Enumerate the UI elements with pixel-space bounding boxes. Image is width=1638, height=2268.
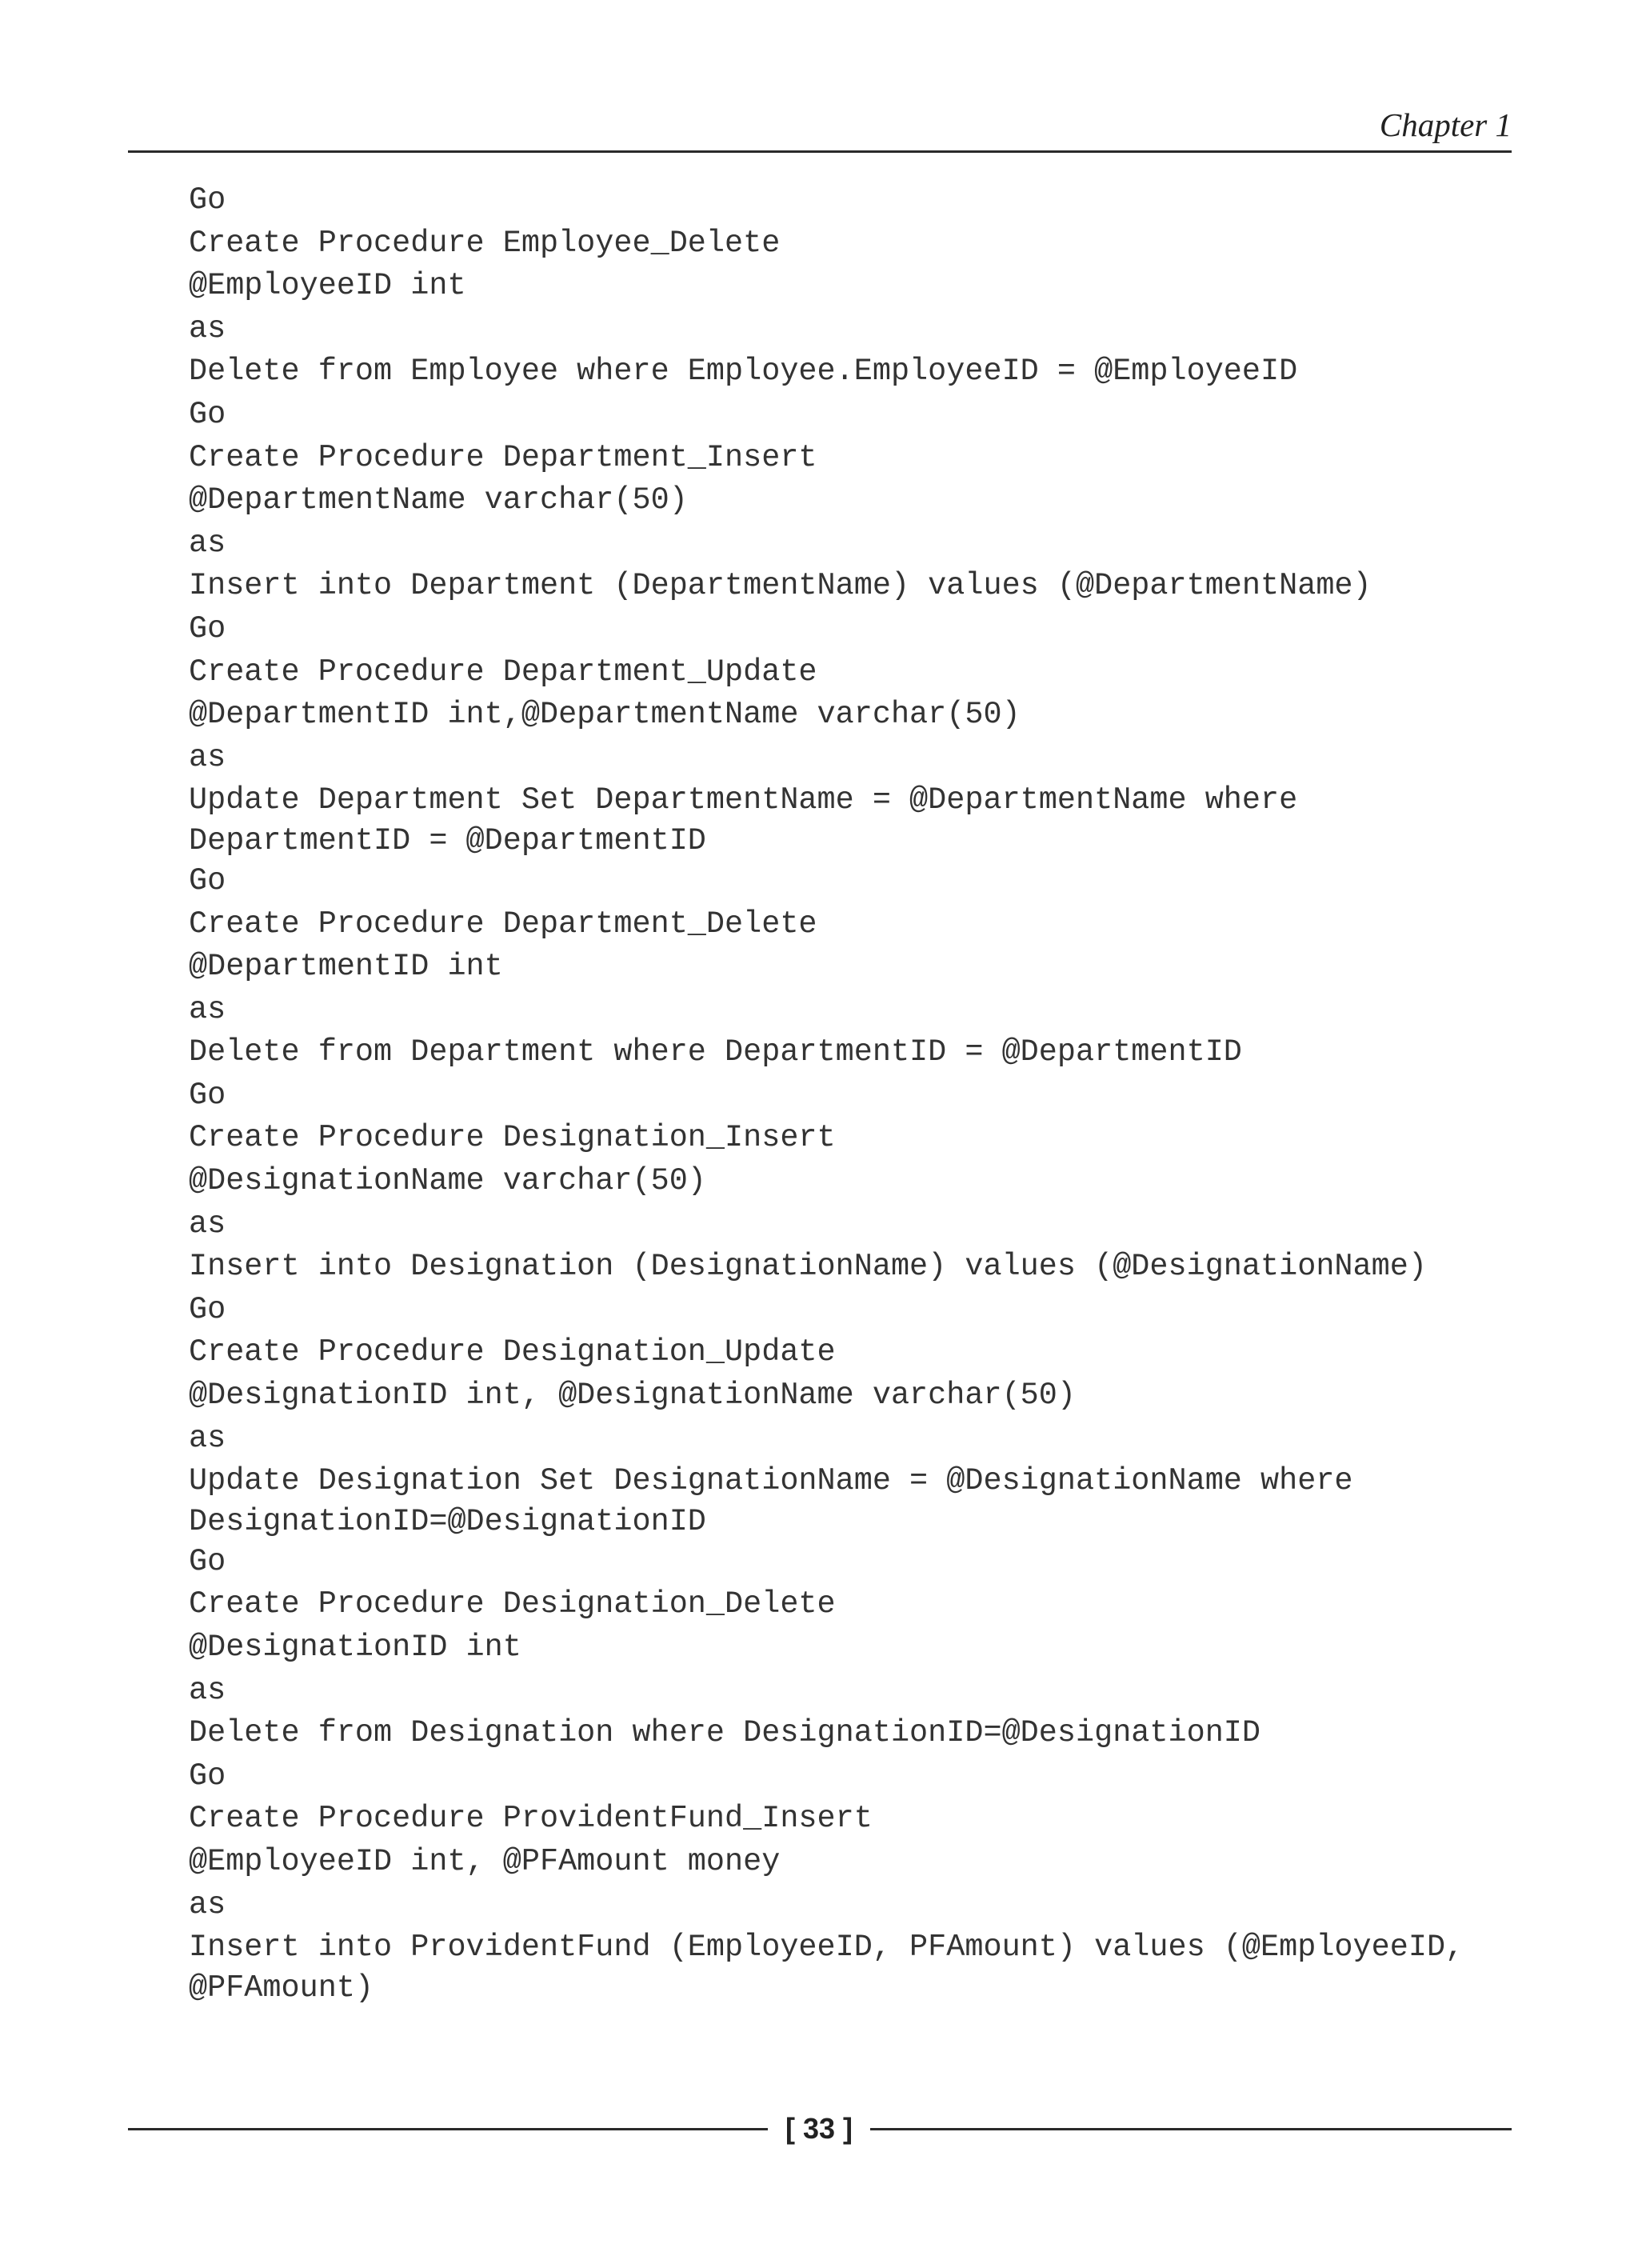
code-line: Create Procedure Department_Update (189, 654, 817, 690)
footer-rule-right (870, 2128, 1512, 2130)
code-line: Insert into ProvidentFund (EmployeeID, PFAmount) values (@EmployeeID, (189, 1930, 1464, 1966)
code-listing (189, 179, 1564, 2007)
code-line: @DepartmentID int (189, 949, 503, 985)
code-line: @EmployeeID int (189, 268, 466, 304)
code-line: Delete from Designation where DesignationID=@DesignationID (189, 1715, 1261, 1751)
code-line: @DepartmentID int,@DepartmentName varchar(50) (189, 697, 1021, 733)
code-line: as (189, 1886, 226, 1922)
code-line: as (189, 739, 226, 775)
code-line: as (189, 310, 226, 346)
code-line: as (189, 1672, 226, 1708)
footer-rule-left (128, 2128, 768, 2130)
code-line: as (189, 991, 226, 1027)
code-line: Create Procedure ProvidentFund_Insert (189, 1801, 873, 1837)
page-footer (128, 2109, 1512, 2149)
code-line: Insert into Department (DepartmentName) values (@DepartmentName) (189, 568, 1372, 604)
code-line: as (189, 1420, 226, 1456)
code-line: @DepartmentName varchar(50) (189, 482, 688, 518)
code-line: Create Procedure Designation_Insert (189, 1120, 836, 1156)
code-line: Create Procedure Department_Delete (189, 906, 817, 942)
code-line: Go (189, 610, 226, 646)
code-line: as (189, 525, 226, 561)
code-line: Create Procedure Designation_Delete (189, 1586, 836, 1622)
code-line: DepartmentID = @DepartmentID (189, 822, 706, 858)
code-line: Go (189, 1077, 226, 1113)
code-line: Create Procedure Employee_Delete (189, 225, 781, 261)
code-line: Go (189, 1543, 226, 1579)
code-line: Delete from Employee where Employee.EmployeeID = @EmployeeID (189, 354, 1298, 390)
code-line: Go (189, 862, 226, 898)
header-rule (128, 150, 1512, 153)
code-line: @DesignationName varchar(50) (189, 1163, 706, 1199)
code-line: Create Procedure Designation_Update (189, 1334, 836, 1370)
code-line: Update Department Set DepartmentName = @DepartmentName where (189, 782, 1298, 818)
code-line: DesignationID=@DesignationID (189, 1503, 706, 1539)
code-line: @DesignationID int (189, 1630, 521, 1665)
code-line: Go (189, 1291, 226, 1327)
code-line: Delete from Department where DepartmentID = @DepartmentID (189, 1034, 1242, 1070)
code-line: as (189, 1206, 226, 1242)
code-line: Update Designation Set DesignationName = @DesignationName where (189, 1463, 1353, 1499)
code-line: Go (189, 182, 226, 218)
code-line: @PFAmount) (189, 1970, 374, 2006)
code-line: Insert into Designation (DesignationName) values (@DesignationName) (189, 1249, 1427, 1285)
code-line: @DesignationID int, @DesignationName varchar(50) (189, 1378, 1076, 1414)
code-line: Go (189, 396, 226, 432)
code-line: Go (189, 1758, 226, 1794)
code-line: Create Procedure Department_Insert (189, 439, 817, 475)
code-line: @EmployeeID int, @PFAmount money (189, 1843, 781, 1879)
running-head-chapter: Chapter 1 (1379, 106, 1512, 143)
page-number: [ 33 ] (785, 2112, 853, 2145)
